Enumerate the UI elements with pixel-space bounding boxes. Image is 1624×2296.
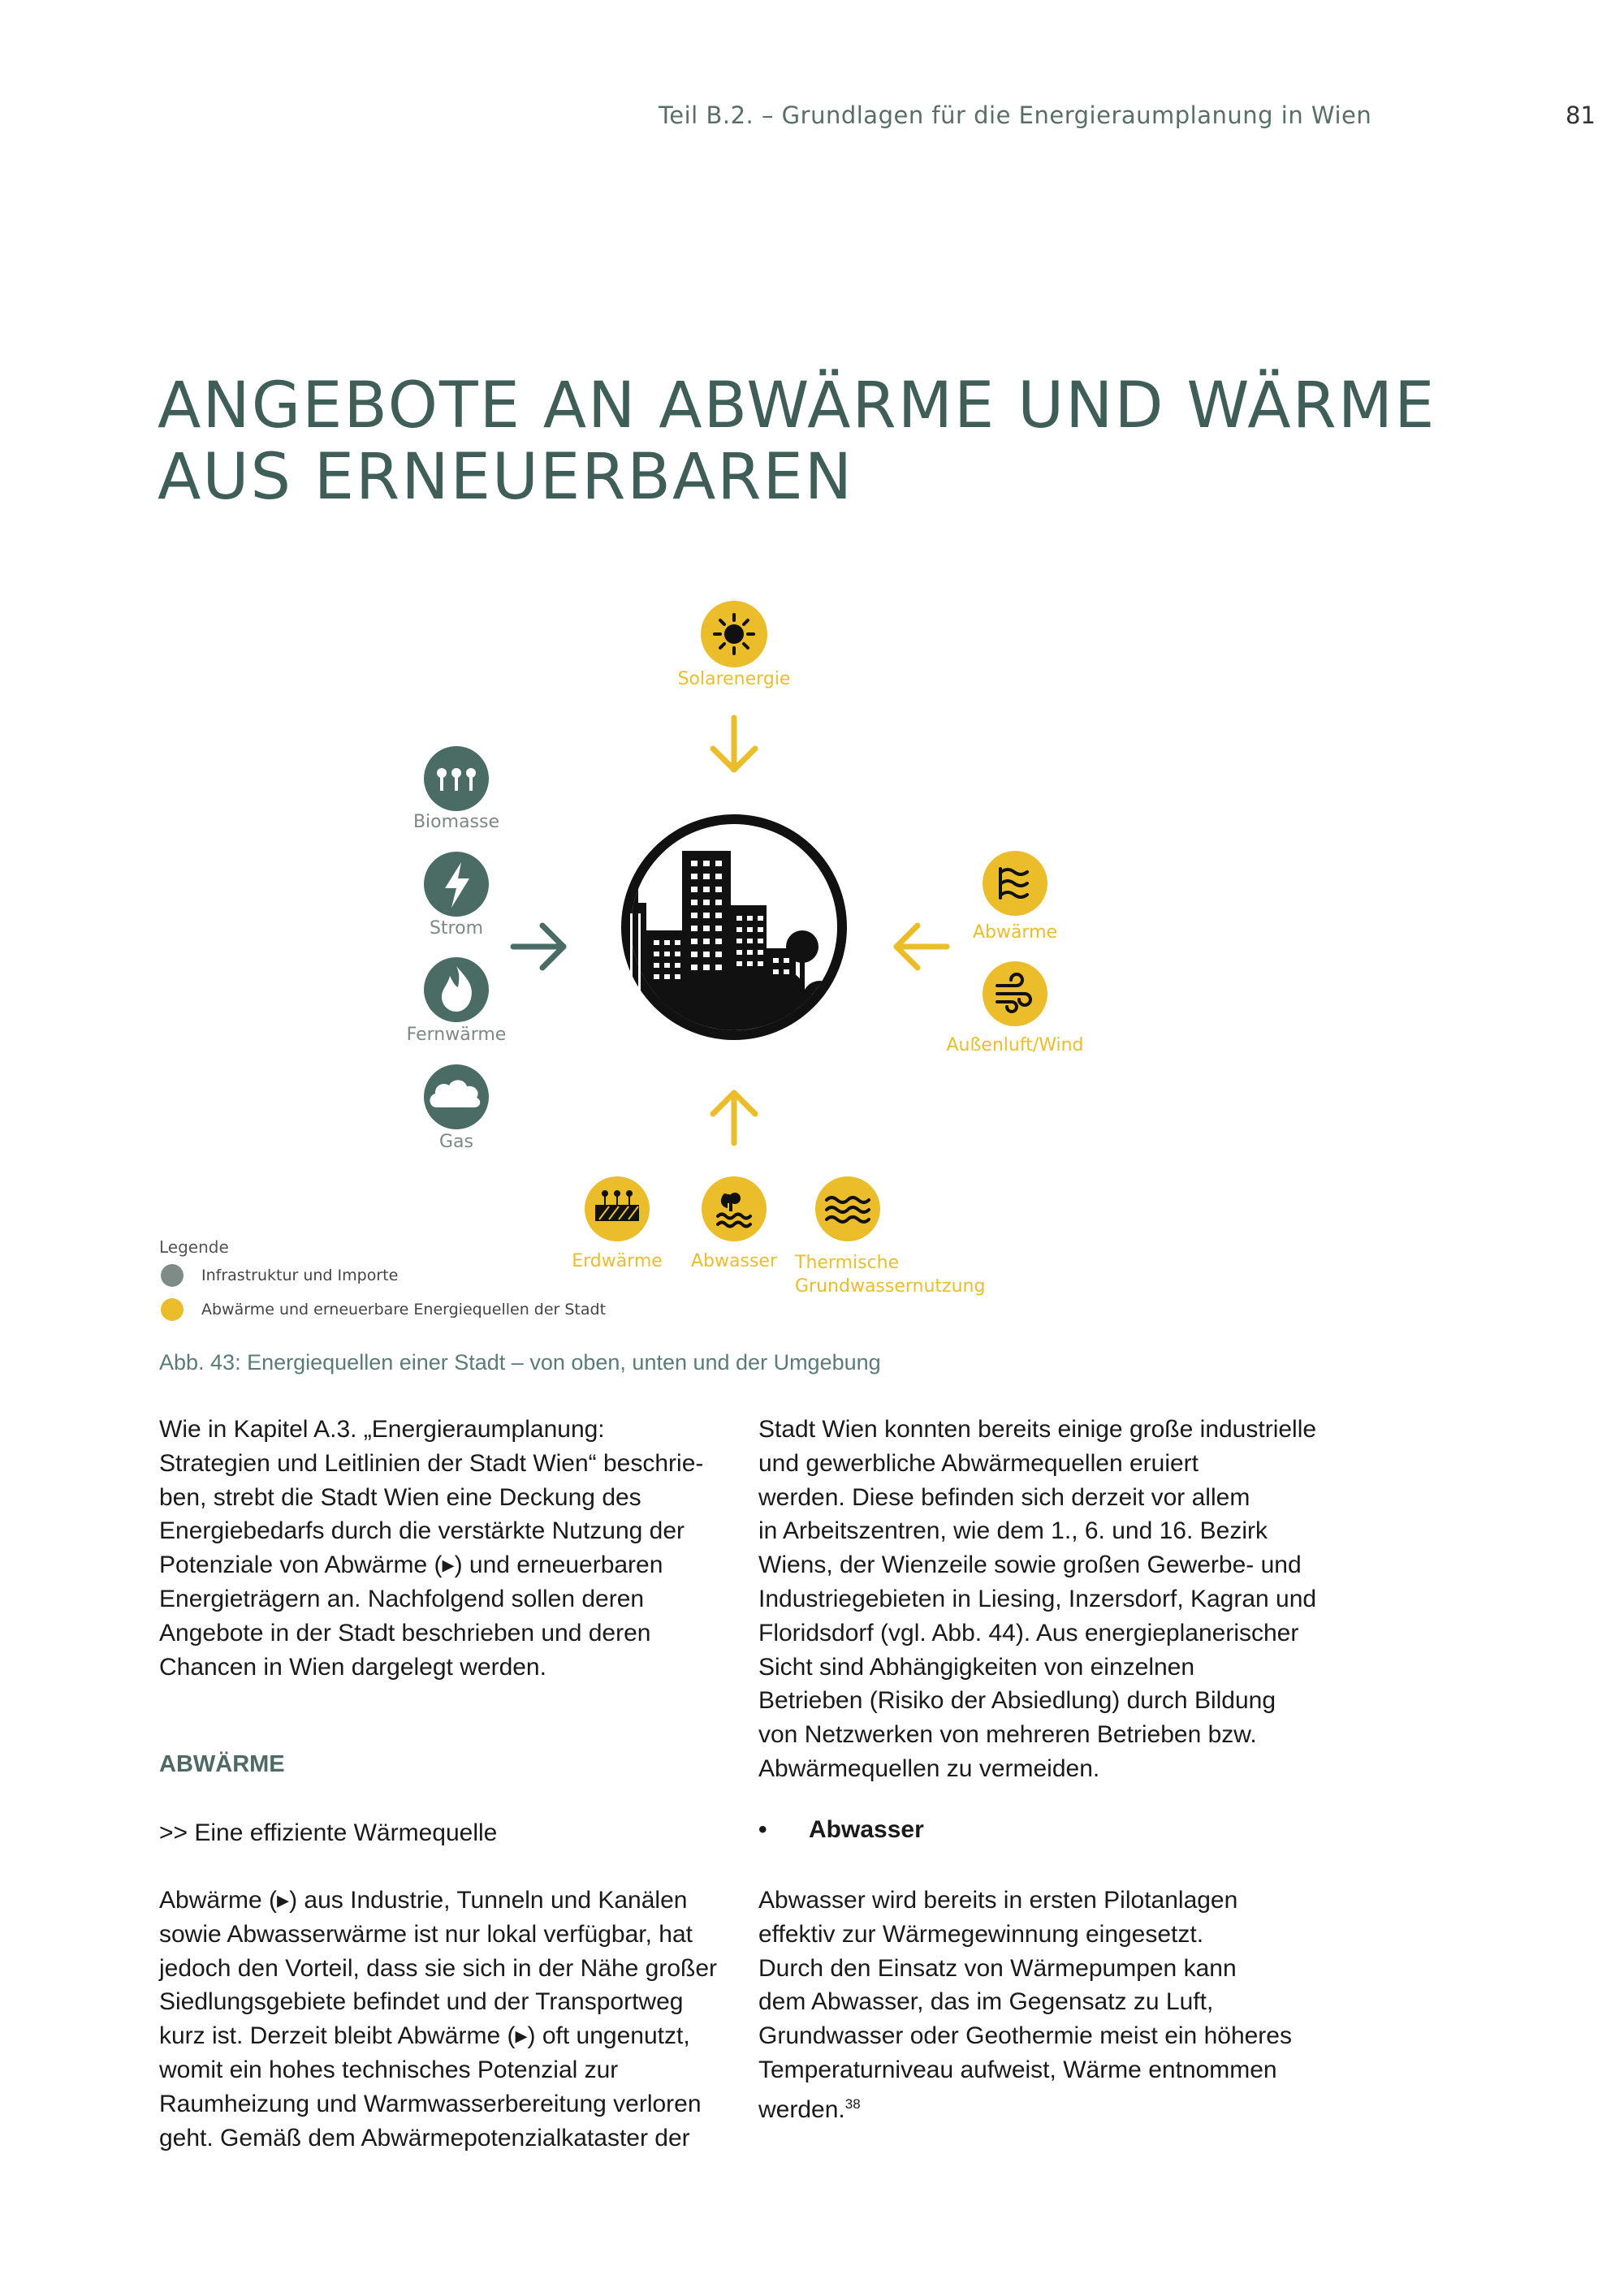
paragraph-line: Stadt Wien konnten bereits einige große industrielle xyxy=(758,1416,1317,1443)
paragraph-line: Sicht sind Abhängigkeiten von einzelnen xyxy=(758,1653,1195,1681)
paragraph-line: werden. Diese befinden sich derzeit vor allem xyxy=(758,1483,1250,1511)
city-icon xyxy=(613,819,857,1043)
paragraph-line: Floridsdorf (vgl. Abb. 44). Aus energieplanerischer xyxy=(758,1619,1299,1646)
footnote-reference: 38 xyxy=(844,2095,861,2112)
paragraph-line: Strategien und Leitlinien der Stadt Wien“ beschrie- xyxy=(159,1449,704,1477)
label-aussenluft-wind: Außenluft/Wind xyxy=(946,1035,1084,1055)
paragraph-line: und gewerbliche Abwärmequellen eruiert xyxy=(758,1449,1199,1477)
wastewater-icon xyxy=(702,1176,767,1241)
page-title-line-2: AUS ERNEUERBAREN xyxy=(158,441,854,514)
paragraph-line: Temperaturniveau aufweist, Wärme entnommen xyxy=(758,2056,1277,2083)
legend-dot-yellow xyxy=(161,1298,184,1321)
running-header: Teil B.2. – Grundlagen für die Energieraumplanung in Wien xyxy=(659,101,1372,129)
heat-waves-icon xyxy=(983,851,1047,916)
label-solarenergie: Solarenergie xyxy=(677,669,791,689)
right-continuation-paragraph xyxy=(758,1413,1343,1786)
legend-dot-grey xyxy=(161,1264,184,1287)
paragraph-line: sowie Abwasserwärme ist nur lokal verfügbar, hat xyxy=(159,1920,693,1948)
paragraph-line: Grundwasser oder Geothermie meist ein höheres xyxy=(758,2022,1292,2050)
label-strom: Strom xyxy=(429,918,484,939)
paragraph-line: Betrieben (Risiko der Absiedlung) durch Bildung xyxy=(758,1687,1276,1715)
bullet-heading-abwasser: • Abwasser xyxy=(758,1816,924,1843)
paragraph-line: Energiebedarfs durch die verstärkte Nutzung der xyxy=(159,1517,685,1545)
paragraph-line: von Netzwerken von mehreren Betrieben bzw. xyxy=(758,1721,1257,1749)
bullet-symbol: • xyxy=(758,1816,767,1843)
legend-item-infrastruktur: Infrastruktur und Importe xyxy=(161,1264,398,1287)
paragraph-line: jedoch den Vorteil, dass sie sich in der Nähe großer xyxy=(159,1954,718,1982)
paragraph-line: Siedlungsgebiete befindet und der Transportweg xyxy=(159,1988,684,2016)
paragraph-line: Potenziale von Abwärme (▸) und erneuerbaren xyxy=(159,1552,663,1579)
label-fernwaerme: Fernwärme xyxy=(406,1025,507,1045)
paragraph-line: Abwasser wird bereits in ersten Pilotanlagen xyxy=(758,1887,1238,1914)
left-body-paragraph xyxy=(159,1884,744,2155)
paragraph-line: Chancen in Wien dargelegt werden. xyxy=(159,1653,546,1681)
paragraph-line: Energieträgern an. Nachfolgend sollen deren xyxy=(159,1585,645,1612)
paragraph-line: Angebote in der Stadt beschrieben und deren xyxy=(159,1619,651,1646)
arrow-down-icon xyxy=(713,718,755,770)
paragraph-line: in Arbeitszentren, wie dem 1., 6. und 16. Bezirk xyxy=(758,1517,1268,1545)
label-abwasser: Abwasser xyxy=(691,1251,777,1271)
paragraph-line: werden.$^{38}$ xyxy=(758,2095,861,2123)
ground-heat-icon xyxy=(585,1176,650,1241)
cloud-icon xyxy=(424,1064,489,1129)
paragraph-line: ben, strebt die Stadt Wien eine Deckung des xyxy=(159,1483,641,1511)
paragraph-line: Wie in Kapitel A.3. „Energieraumplanung: xyxy=(159,1416,605,1443)
subheading-waermequelle: >> Eine effiziente Wärmequelle xyxy=(159,1819,498,1846)
label-biomasse: Biomasse xyxy=(412,812,500,832)
flame-icon xyxy=(424,957,489,1022)
legend-item-erneuerbare: Abwärme und erneuerbare Energiequellen der Stadt xyxy=(161,1298,606,1321)
plants-icon xyxy=(424,746,489,811)
paragraph-line: Abwärmequellen zu vermeiden. xyxy=(758,1754,1100,1782)
sun-icon xyxy=(701,601,767,667)
left-intro-paragraph xyxy=(159,1413,744,1684)
paragraph-line: kurz ist. Derzeit bleibt Abwärme (▸) oft ungenutzt, xyxy=(159,2022,690,2050)
label-erdwaerme: Erdwärme xyxy=(572,1251,663,1271)
paragraph-line: Industriegebieten in Liesing, Inzersdorf, Kagran und xyxy=(758,1585,1317,1612)
legend-title: Legende xyxy=(159,1237,229,1257)
label-gas: Gas xyxy=(439,1132,473,1152)
paragraph-line: Durch den Einsatz von Wärmepumpen kann xyxy=(758,1954,1237,1982)
paragraph-line: effektiv zur Wärmegewinnung eingesetzt. xyxy=(758,1920,1204,1948)
water-waves-icon xyxy=(815,1176,880,1241)
page-title-line-1: ANGEBOTE AN ABWÄRME UND WÄRME xyxy=(158,369,1436,442)
lightning-icon xyxy=(424,852,489,917)
paragraph-line: geht. Gemäß dem Abwärmepotenzialkataster der xyxy=(159,2124,690,2151)
paragraph-line: Raumheizung und Warmwasserbereitung verloren xyxy=(159,2090,702,2117)
page-number: 81 xyxy=(1566,101,1596,129)
paragraph-line: dem Abwasser, das im Gegensatz zu Luft, xyxy=(758,1988,1214,2016)
label-thermische-grundwassernutzung: Thermische Grundwassernutzung xyxy=(795,1253,986,1297)
arrow-up-icon xyxy=(713,1093,755,1143)
paragraph-line: womit ein hohes technisches Potenzial zur xyxy=(159,2056,619,2083)
figure-caption: Abb. 43: Energiequellen einer Stadt – von oben, unten und der Umgebung xyxy=(159,1350,881,1375)
section-heading-abwaerme: ABWÄRME xyxy=(159,1751,285,1777)
label-abwaerme: Abwärme xyxy=(972,922,1058,943)
paragraph-line: Wiens, der Wienzeile sowie großen Gewerbe- und xyxy=(758,1552,1302,1579)
wind-icon xyxy=(983,961,1047,1026)
right-body-paragraph xyxy=(758,1884,1343,2127)
paragraph-line: Abwärme (▸) aus Industrie, Tunneln und Kanälen xyxy=(159,1887,688,1914)
